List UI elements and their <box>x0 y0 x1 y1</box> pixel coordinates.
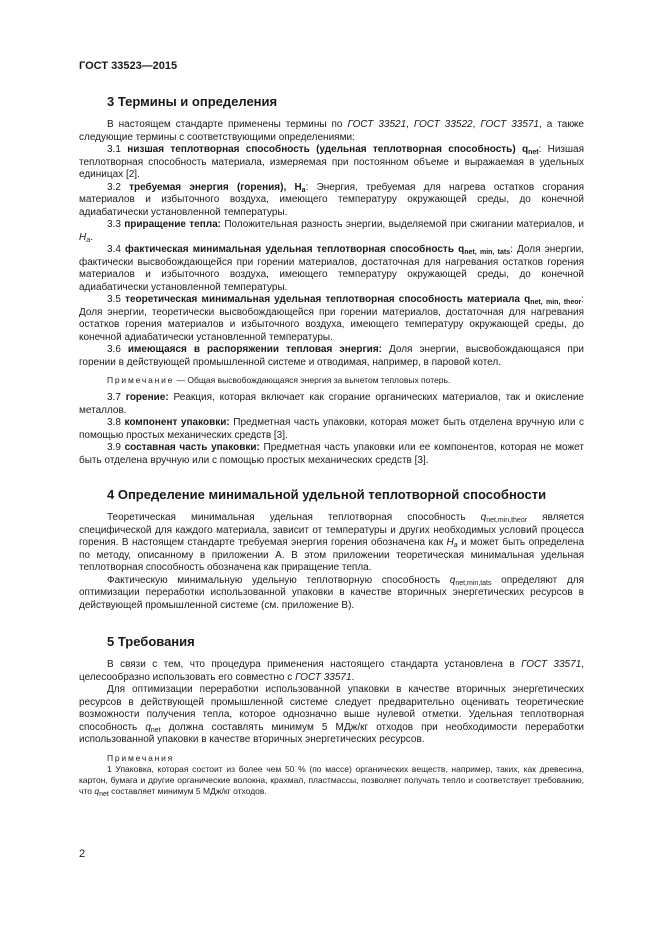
ref-gost-33571: ГОСТ 33571 <box>480 119 540 130</box>
ref-gost-33571-a: ГОСТ 33571 <box>521 659 582 670</box>
term-3-9: 3.9 составная часть упаковки: Предметная часть упаковки или ее компонентов, которая не может быть отделена вручную или с помощью простых механических средств [3]. <box>79 442 584 466</box>
section-5-note-1: 1 Упаковка, которая состоит из более чем 50 % (по массе) органических веществ, например, таких, как древесина, картон, бумага и другие органические волокна, крахмал, пластмассы, позволяет получать тепло и соответствует требованию, что $q_{net}$ составляет минимум 5 МДж/кг отходов. <box>79 763 584 798</box>
document-id: ГОСТ 33523—2015 <box>79 60 178 72</box>
section-4-title: 4 Определение минимальной удельной теплотворной способности <box>107 487 547 502</box>
term-3-1: 3.1 низшая теплотворная способность (удельная теплотворная способность) $q_{net}$: Низшая теплотворная способность материала, измеряемая при постоянном объеме и выражаемая в удельных единицах [2]. <box>79 144 585 180</box>
section-5-notes-label: Примечания <box>107 752 175 763</box>
section-3-intro: В настоящем стандарте применены термины по ГОСТ 33521, ГОСТ 33522, ГОСТ 33571, а также следующие термины с соответствующими определениями: <box>79 119 584 143</box>
page-number: 2 <box>79 848 86 860</box>
ref-gost-33522: ГОСТ 33522 <box>413 119 473 130</box>
section-3-title: 3 Термины и определения <box>107 94 278 109</box>
section-5-paragraph-2: Для оптимизации переработки использованной упаковки в качестве вторичных энергетических ресурсов в действующей промышленной системе следует предварительно оценивать теоретические возможности получения тепла, которое однозначно выше нулевой отметки. Удельная теплотворная способность $q_{net}$ должна составлять минимум 5 МДж/кг отходов при необходимости переработки использованной упаковки в качестве вторичных энергетических ресурсов. <box>79 684 585 745</box>
term-3-8: 3.8 компонент упаковки: Предметная часть упаковки, которая может быть отделена вручную или с помощью простых механических средств [3]. <box>79 417 584 441</box>
ref-gost-33571-b: ГОСТ 33571 <box>295 671 352 683</box>
term-3-3: 3.3 приращение тепла: Положительная разность энергии, выделяемой при сжигании материалов, и $H_a$. <box>79 219 584 244</box>
term-3-5: 3.5 теоретическая минимальная удельная теплотворная способность материала $q_{net, min, theor}$: Доля энергии, теоретически высвобождающейся при горении материалов, достаточная для нагревания остатков горения материалов и избыточного воздуха, имеющего температуру окружающей среды, до конечной адиабатически установленной температуры. <box>79 294 584 343</box>
section-4-paragraph-1: Теоретическая минимальная удельная теплотворная способность $q_{net,min,theor}$ является специфической для каждого материала, зависит от температуры и других необходимых условий процесса горения. В настоящем стандарте требуемая энергия горения обозначена как $H_a$ и может быть определена по методу, описанному в приложении А. В этом приложении теоретическая минимальная удельная теплотворная способность обозначена как приращение тепла. <box>79 512 585 573</box>
section-5-title: 5 Требования <box>107 634 195 649</box>
section-4-paragraph-2: Фактическую минимальную удельную теплотворную способность $q_{net,min,tats}$ определяют для оптимизации переработки использованной упаковки в качестве вторичных энергетических ресурсов в действующей промышленной системе (см. приложение В). <box>79 574 584 611</box>
term-3-2: 3.2 требуемая энергия (горения), $H_a$: Энергия, требуемая для нагрева остатков сгорания материалов и избыточного воздуха, имеющего температуру окружающей среды, до конечной адиабатически установленной температуры. <box>79 181 584 218</box>
ref-gost-33521: ГОСТ 33521 <box>347 119 407 130</box>
page-content <box>79 90 584 797</box>
section-5-paragraph-1: В связи с тем, что процедура применения настоящего стандарта установлена в ГОСТ 33571, целесообразно использовать его совместно с ГОСТ 33571. <box>79 659 584 683</box>
term-3-6-note: Примечание — Общая высвобождающаяся энергия за вычетом тепловых потерь. <box>107 375 451 385</box>
term-3-6: 3.6 имеющаяся в распоряжении тепловая энергия: Доля энергии, высвобождающаяся при горении в действующей промышленной системе и отводимая, например, в паровой котел. <box>79 344 584 368</box>
term-3-7: 3.7 горение: Реакция, которая включает как сгорание органических материалов, так и окисление металлов. <box>79 392 584 416</box>
term-3-4: 3.4 фактическая минимальная удельная теплотворная способность $q_{net, min, tats}$: Доля энергии, фактически высвобождающейся при горении материалов, достаточная для нагревания остатков горения материалов и избыточного воздуха, имеющего температуру окружающей среды, до конечной адиабатически установленной температуры. <box>79 244 584 293</box>
